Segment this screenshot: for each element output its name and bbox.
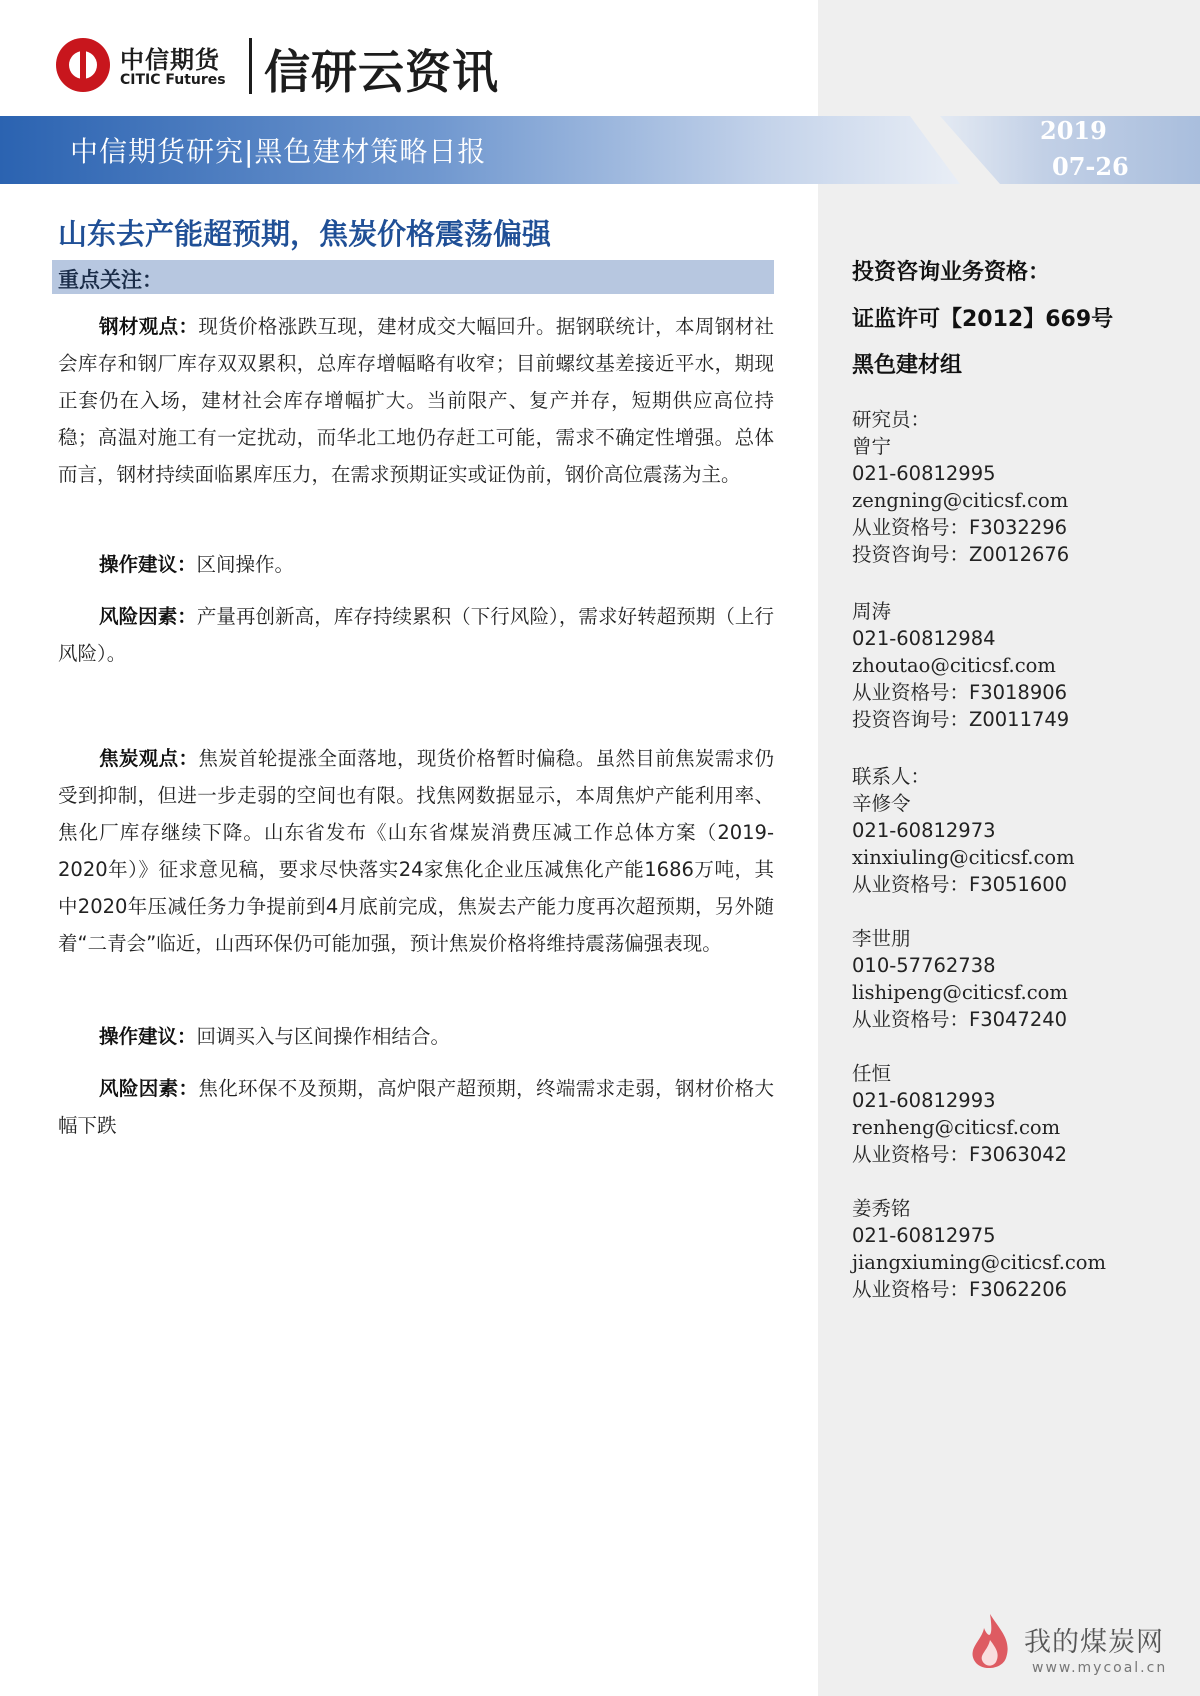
person-cert: 从业资格号：F3051600 bbox=[852, 873, 1068, 896]
section-label: 风险因素： bbox=[99, 605, 197, 628]
steel-advice-paragraph bbox=[58, 546, 774, 583]
watermark-name: 我的煤炭网 bbox=[1024, 1627, 1164, 1658]
researcher-card bbox=[852, 598, 1069, 733]
person-name: 姜秀铭 bbox=[852, 1197, 911, 1220]
person-name: 曾宁 bbox=[852, 435, 892, 458]
person-cert: 从业资格号：F3032296 bbox=[852, 516, 1068, 539]
coke-risk-paragraph bbox=[58, 1070, 774, 1144]
coke-view-paragraph bbox=[58, 740, 774, 962]
person-phone: 010-57762738 bbox=[852, 954, 996, 977]
person-name: 周涛 bbox=[852, 600, 892, 623]
section-label: 操作建议： bbox=[99, 1025, 197, 1048]
section-text: 焦炭首轮提涨全面落地，现货价格暂时偏稳。虽然目前焦炭需求仍受到抑制，但进一步走弱的空间也有限。找焦网数据显示，本周焦炉产能利用率、焦化厂库存继续下降。山东省发布《山东省煤炭消费压减工作总体方案（2019-2020年）》征求意见稿，要求尽快落实24家焦化企业压减焦化产能1686万吨，其中2020年压减任务力争提前到4月底前完成，焦炭去产能力度再次超预期，另外随着“二青会”临近，山西环保仍可能加强，预计焦炭价格将维持震荡偏强表现。 bbox=[58, 747, 774, 955]
person-cert: 从业资格号：F3062206 bbox=[852, 1278, 1068, 1301]
section-label: 风险因素： bbox=[99, 1077, 199, 1100]
section-label: 钢材观点： bbox=[99, 315, 199, 338]
contact-card bbox=[852, 1195, 1106, 1303]
researcher-label: 研究员： bbox=[852, 408, 931, 431]
researcher-card bbox=[852, 433, 1069, 568]
person-email: zhoutao@citicsf.com bbox=[852, 654, 1056, 677]
person-email: xinxiuling@citicsf.com bbox=[852, 846, 1075, 869]
report-year: 2019 bbox=[1040, 116, 1107, 145]
company-name-cn: 中信期货 bbox=[120, 46, 220, 74]
section-label: 焦炭观点： bbox=[99, 747, 199, 770]
person-cert: 从业资格号：F3018906 bbox=[852, 681, 1068, 704]
watermark-url: www.mycoal.cn bbox=[1032, 1660, 1168, 1676]
person-email: renheng@citicsf.com bbox=[852, 1116, 1061, 1139]
steel-risk-paragraph bbox=[58, 598, 774, 672]
person-phone: 021-60812984 bbox=[852, 627, 996, 650]
logo-divider bbox=[249, 38, 252, 94]
group-name: 黑色建材组 bbox=[852, 353, 963, 378]
person-cert: 从业资格号：F3063042 bbox=[852, 1143, 1068, 1166]
person-email: lishipeng@citicsf.com bbox=[852, 981, 1068, 1004]
banner-title: 中信期货研究|黑色建材策略日报 bbox=[70, 135, 487, 168]
coke-advice-paragraph bbox=[58, 1018, 774, 1055]
section-text: 产量再创新高，库存持续累积（下行风险），需求好转超预期（上行风险）。 bbox=[58, 605, 774, 665]
flame-icon bbox=[960, 1610, 1020, 1680]
product-title: 信研云资讯 bbox=[264, 45, 499, 99]
person-phone: 021-60812973 bbox=[852, 819, 996, 842]
person-phone: 021-60812993 bbox=[852, 1089, 996, 1112]
person-phone: 021-60812975 bbox=[852, 1224, 996, 1247]
focus-label: 重点关注： bbox=[58, 268, 163, 292]
citic-logo-icon bbox=[56, 38, 110, 92]
section-label: 操作建议： bbox=[99, 553, 197, 576]
person-consult: 投资咨询号：Z0011749 bbox=[852, 708, 1070, 731]
person-name: 李世朋 bbox=[852, 927, 911, 950]
section-text: 区间操作。 bbox=[196, 553, 295, 576]
person-email: jiangxiuming@citicsf.com bbox=[852, 1251, 1107, 1274]
person-email: zengning@citicsf.com bbox=[852, 489, 1069, 512]
steel-view-paragraph bbox=[58, 308, 774, 493]
qualification-title: 投资咨询业务资格： bbox=[852, 260, 1051, 285]
citic-logo bbox=[56, 38, 536, 98]
person-consult: 投资咨询号：Z0012676 bbox=[852, 543, 1070, 566]
contact-card bbox=[852, 1060, 1067, 1168]
person-cert: 从业资格号：F3047240 bbox=[852, 1008, 1068, 1031]
section-text: 现货价格涨跌互现，建材成交大幅回升。据钢联统计，本周钢材社会库存和钢厂库存双双累积，总库存增幅略有收窄；目前螺纹基差接近平水，期现正套仍在入场，建材社会库存增幅扩大。当前限产、复产并存，短期供应高位持稳；高温对施工有一定扰动，而华北工地仍存赶工可能，需求不确定性增强。总体而言，钢材持续面临累库压力，在需求预期证实或证伪前，钢价高位震荡为主。 bbox=[58, 315, 774, 486]
person-name: 任恒 bbox=[852, 1062, 892, 1085]
person-phone: 021-60812995 bbox=[852, 462, 996, 485]
contact-label: 联系人： bbox=[852, 765, 931, 788]
company-name-en: CITIC Futures bbox=[120, 72, 226, 88]
contact-card bbox=[852, 790, 1075, 898]
license-number: 证监许可【2012】669号 bbox=[852, 307, 1114, 332]
section-text: 回调买入与区间操作相结合。 bbox=[196, 1025, 451, 1048]
section-text: 焦化环保不及预期，高炉限产超预期，终端需求走弱，钢材价格大幅下跌 bbox=[58, 1077, 774, 1137]
report-date: 07-26 bbox=[1052, 152, 1129, 181]
contact-card bbox=[852, 925, 1068, 1033]
page-title: 山东去产能超预期，焦炭价格震荡偏强 bbox=[58, 217, 552, 251]
person-name: 辛修令 bbox=[852, 792, 911, 815]
